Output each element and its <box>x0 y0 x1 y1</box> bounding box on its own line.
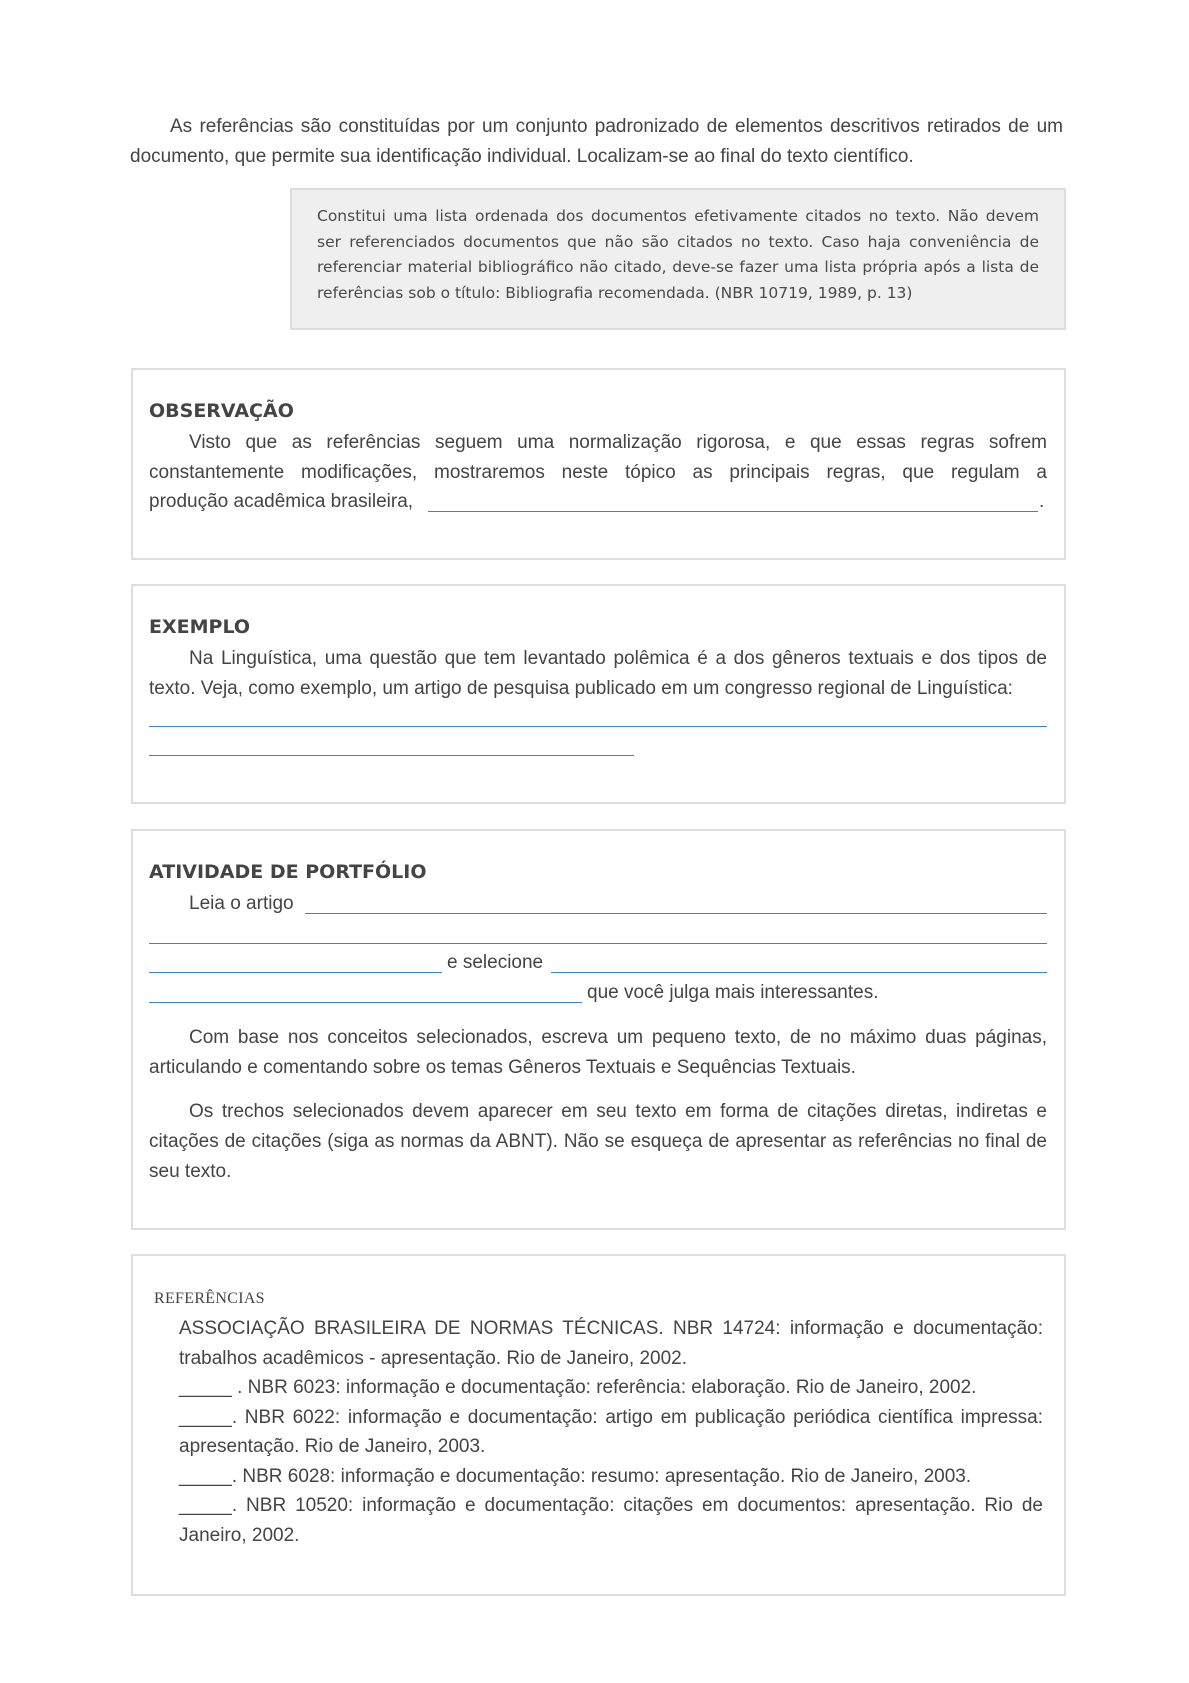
exemplo-box <box>131 584 1066 804</box>
exemplo-text: Na Linguística, uma questão que tem levantado polêmica é a dos gêneros textuais e dos tipos de texto. Veja, como exemplo, um artigo de pesquisa publicado em um congresso regional de Linguística: <box>149 648 1047 699</box>
observacao-box <box>131 368 1066 560</box>
observacao-end-punct: . <box>1039 491 1045 512</box>
atividade-paragraph-1: Com base nos conceitos selecionados, escreva um pequeno texto, de no máximo duas páginas, articulando e comentando sobre os temas Gêneros Textuais e Sequências Textuais. <box>149 1027 1047 1078</box>
observacao-blank[interactable] <box>428 511 1038 512</box>
exemplo-title: EXEMPLO <box>149 616 251 638</box>
exemplo-blank-line-2[interactable] <box>149 755 634 756</box>
observacao-line-2: constantemente modificações, mostraremos neste tópico as principais regras, que regulam a <box>149 462 1047 483</box>
reference-item: _____ . NBR 6023: informação e documentação: referência: elaboração. Rio de Janeiro, 2002. <box>179 1377 977 1398</box>
observacao-title: OBSERVAÇÃO <box>149 400 294 422</box>
atividade-blank-5[interactable] <box>149 1002 582 1003</box>
atividade-box <box>131 829 1066 1230</box>
referencias-box <box>131 1254 1066 1596</box>
reference-item: _____. NBR 10520: informação e documentação: citações em documentos: apresentação. Rio de Janeiro, 2002. <box>179 1495 1043 1546</box>
atividade-leia-label: Leia o artigo <box>189 893 294 914</box>
atividade-blank-3[interactable] <box>149 972 442 973</box>
referencias-title: REFERÊNCIAS <box>154 1290 265 1307</box>
atividade-blank-2[interactable] <box>149 943 1047 944</box>
observacao-line-1: Visto que as referências seguem uma normalização rigorosa, e que essas regras sofrem <box>189 432 1047 453</box>
citation-quote-block: Constitui uma lista ordenada dos documentos efetivamente citados no texto. Não devem ser referenciados documentos que não são citados no texto. Caso haja conveniência de referenciar material bibliográfico não citado, deve-se fazer uma lista própria após a lista de referências sob o título: Bibliografia recomendada. (NBR 10719, 1989, p. 13) <box>290 188 1066 330</box>
intro-paragraph: As referências são constituídas por um conjunto padronizado de elementos descritivos retirados de um documento, que permite sua identificação individual. Localizam-se ao final do texto científico. <box>130 116 1063 167</box>
atividade-interessantes-label: que você julga mais interessantes. <box>587 982 879 1003</box>
observacao-line-3: produção acadêmica brasileira, <box>149 491 414 512</box>
reference-item: _____. NBR 6028: informação e documentação: resumo: apresentação. Rio de Janeiro, 2003. <box>179 1465 972 1487</box>
referencias-list <box>179 1314 1043 1550</box>
atividade-blank-4[interactable] <box>551 972 1047 973</box>
reference-item: ASSOCIAÇÃO BRASILEIRA DE NORMAS TÉCNICAS. NBR 14724: informação e documentação: trabalhos acadêmicos - apresentação. Rio de Janeiro, 2002. <box>179 1318 1043 1369</box>
exemplo-blank-line-1[interactable] <box>149 726 1047 727</box>
atividade-blank-1[interactable] <box>305 913 1047 914</box>
atividade-selecione-label: e selecione <box>447 952 544 973</box>
atividade-paragraph-2: Os trechos selecionados devem aparecer em seu texto em forma de citações diretas, indiretas e citações de citações (siga as normas da ABNT). Não se esqueça de apresentar as referências no final de seu texto. <box>149 1101 1047 1182</box>
reference-item: _____. NBR 6022: informação e documentação: artigo em publicação periódica científica impressa: apresentação. Rio de Janeiro, 2003. <box>179 1406 1043 1457</box>
atividade-title: ATIVIDADE DE PORTFÓLIO <box>149 861 427 883</box>
